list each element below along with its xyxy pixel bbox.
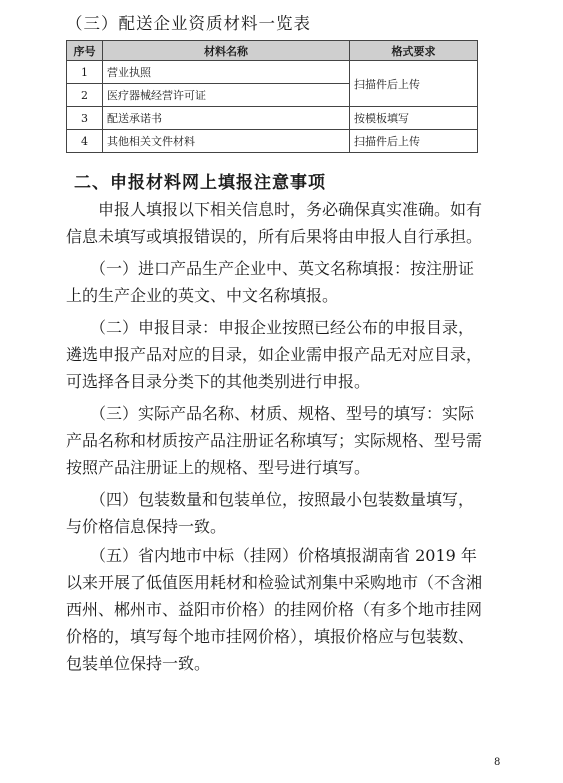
paragraph-line: （三）实际产品名称、材质、规格、型号的填写：实际	[66, 404, 475, 423]
paragraph-line: （四）包装数量和包装单位，按照最小包装数量填写，	[66, 490, 475, 509]
qualification-materials-table	[66, 40, 478, 153]
page-number: 8	[494, 757, 501, 768]
paragraph-line: 可选择各目录分类下的其他类别进行申报。	[66, 372, 371, 391]
paragraph-line: 信息未填写或填报错误的，所有后果将由申报人自行承担。	[66, 227, 483, 246]
section-2-heading: 二、申报材料网上填报注意事项	[74, 173, 326, 193]
table-row	[67, 107, 478, 130]
paragraph-line: 产品名称和材质按产品注册证名称填写；实际规格、型号需	[66, 431, 483, 450]
paragraph-line: 遴选申报产品对应的目录，如企业需申报产品无对应目录，	[66, 345, 483, 364]
header-index: 序号	[67, 41, 103, 61]
section-3-title: （三）配送企业资质材料一览表	[66, 14, 311, 33]
paragraph-line: 价格的，填写每个地市挂网价格），填报价格应与包装数、	[66, 627, 475, 646]
table-header-row	[67, 41, 478, 61]
paragraph-item-5	[66, 542, 503, 677]
row-material-name: 配送承诺书	[103, 107, 350, 130]
paragraph-line: 以来开展了低值医用耗材和检验试剂集中采购地市（不含湘	[66, 573, 483, 592]
row-index: 3	[67, 107, 103, 130]
paragraph-line: 申报人填报以下相关信息时，务必确保真实准确。如有	[66, 200, 483, 219]
row-material-name: 医疗器械经营许可证	[103, 84, 350, 107]
table-row	[67, 61, 478, 84]
paragraph-item-3	[66, 400, 503, 481]
paragraph-item-1	[66, 255, 503, 309]
paragraph-item-2	[66, 314, 503, 395]
paragraph-line: 按照产品注册证上的规格、型号进行填写。	[66, 458, 371, 477]
paragraph-item-4	[66, 486, 503, 540]
row-format: 扫描件后上传	[350, 61, 478, 107]
row-material-name: 其他相关文件材料	[103, 130, 350, 153]
header-format-requirement: 格式要求	[350, 41, 478, 61]
table-row	[67, 130, 478, 153]
paragraph-line: 西州、郴州市、益阳市价格）的挂网价格（有多个地市挂网	[66, 600, 483, 619]
intro-paragraph	[66, 196, 503, 250]
row-index: 2	[67, 84, 103, 107]
row-index: 4	[67, 130, 103, 153]
row-format: 按模板填写	[350, 107, 478, 130]
paragraph-line: （二）申报目录：申报企业按照已经公布的申报目录，	[66, 318, 475, 337]
paragraph-line: （五）省内地市中标（挂网）价格填报湖南省 2019 年	[66, 546, 477, 565]
paragraph-line: 与价格信息保持一致。	[66, 517, 227, 536]
paragraph-line: 上的生产企业的英文、中文名称填报。	[66, 286, 339, 305]
paragraph-line: 包装单位保持一致。	[66, 654, 211, 673]
row-format: 扫描件后上传	[350, 130, 478, 153]
row-index: 1	[67, 61, 103, 84]
header-material-name: 材料名称	[103, 41, 350, 61]
paragraph-line: （一）进口产品生产企业中、英文名称填报：按注册证	[66, 259, 475, 278]
row-material-name: 营业执照	[103, 61, 350, 84]
